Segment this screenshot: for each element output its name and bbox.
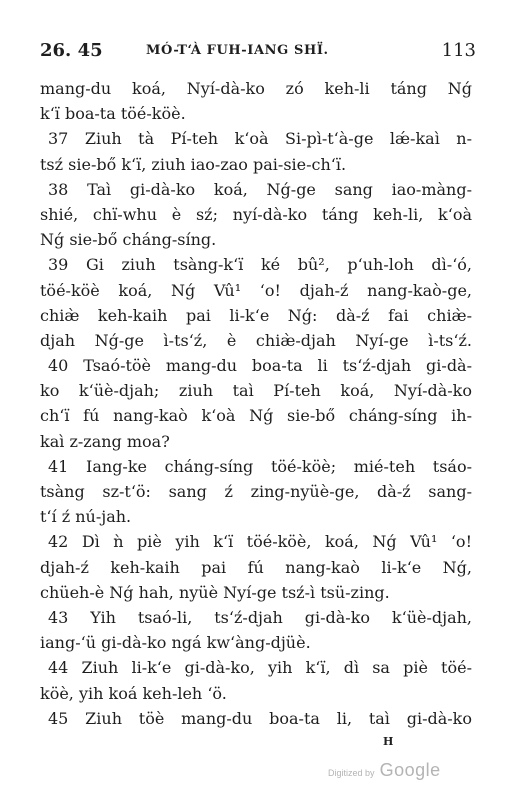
text-line: töé-köè koá, Nǵ Vû¹ ‘o! djah-ź nang-kaò-ge, — [40, 280, 472, 300]
text-line: 41 Iang-ke cháng-síng töé-köè; mié-teh tsáo- — [48, 456, 472, 476]
text-line: 45 Ziuh töè mang-du boa-ta li, taì gi-dà-ko — [48, 708, 472, 728]
text-line: 44 Ziuh li-k‘e gi-dà-ko, yih k‘ï, dì sa piè töé- — [48, 658, 472, 678]
chapter-verse-ref: 26. 45 — [40, 40, 103, 61]
book-title: MÓ-T‘À FUH-IANG SHÏ. — [146, 43, 329, 58]
text-line: mang-du koá, Nyí-dà-ko zó keh-li táng Nǵ — [40, 79, 472, 98]
text-line: chüeh-è Nǵ hah, nyüè Nyí-ge tsź-ì tsü-zing. — [40, 582, 390, 602]
text-line: 40 Tsaó-töè mang-du boa-ta li ts‘ź-djah gi-dà- — [48, 356, 472, 376]
text-line: shié, chï-whu è sź; nyí-dà-ko táng keh-li, k‘oà — [40, 204, 472, 224]
page-number: 113 — [441, 40, 476, 61]
text-line: djah Nǵ-ge ì-ts‘ź, è chiæ̀-djah Nyí-ge ì-ts‘ź. — [40, 330, 472, 350]
text-line: chiæ̀ keh-kaih pai li-k‘e Nǵ: dà-ź fai chiæ̀- — [40, 305, 472, 325]
text-line: 37 Ziuh tà Pí-teh k‘oà Si-pì-t‘à-ge lǽ-kaì n- — [48, 129, 472, 149]
text-line: 38 Taì gi-dà-ko koá, Nǵ-ge sang iao-màng- — [48, 179, 472, 199]
text-line: djah-ź keh-kaih pai fú nang-kaò li-k‘e Nǵ, — [40, 557, 472, 577]
text-line: ko k‘üè-djah; ziuh taì Pí-teh koá, Nyí-dà-ko — [40, 381, 472, 401]
text-line: 43 Yih tsaó-li, ts‘ź-djah gi-dà-ko k‘üè-djah, — [48, 607, 472, 627]
text-line: tsàng sz-t‘ö: sang ź zing-nyüè-ge, dà-ź sang- — [40, 482, 472, 501]
text-line: köè, yih koá keh-leh ‘ö. — [40, 683, 227, 703]
text-line: 42 Dì ǹ piè yih k‘ï töé-köè, koá, Nǵ Vû¹ ‘o! — [48, 532, 472, 552]
text-line: t‘í ź nú-jah. — [40, 507, 132, 527]
text-line: 39 Gi ziuh tsàng-k‘ï ké bû², p‘uh-loh dì-‘ó, — [48, 255, 472, 275]
text-block — [40, 76, 472, 731]
text-line: tsź sie-bő k‘ï, ziuh iao-zao pai-sie-ch‘ï. — [40, 154, 347, 174]
running-header — [40, 40, 476, 68]
text-line: ch‘ï fú nang-kaò k‘oà Nǵ sie-bő cháng-síng ih- — [40, 406, 472, 426]
text-line: iang-‘ü gi-dà-ko ngá kw‘àng-djüè. — [40, 633, 311, 653]
watermark-prefix: Digitized by — [328, 768, 375, 778]
text-line: kaì z-zang moa? — [40, 431, 170, 451]
text-line: Nǵ sie-bő cháng-síng. — [40, 230, 217, 250]
watermark-brand: Google — [379, 760, 441, 780]
text-line: k‘ï boa-ta töé-köè. — [40, 104, 186, 124]
digitized-watermark — [328, 760, 441, 781]
signature-mark: H — [383, 735, 394, 748]
